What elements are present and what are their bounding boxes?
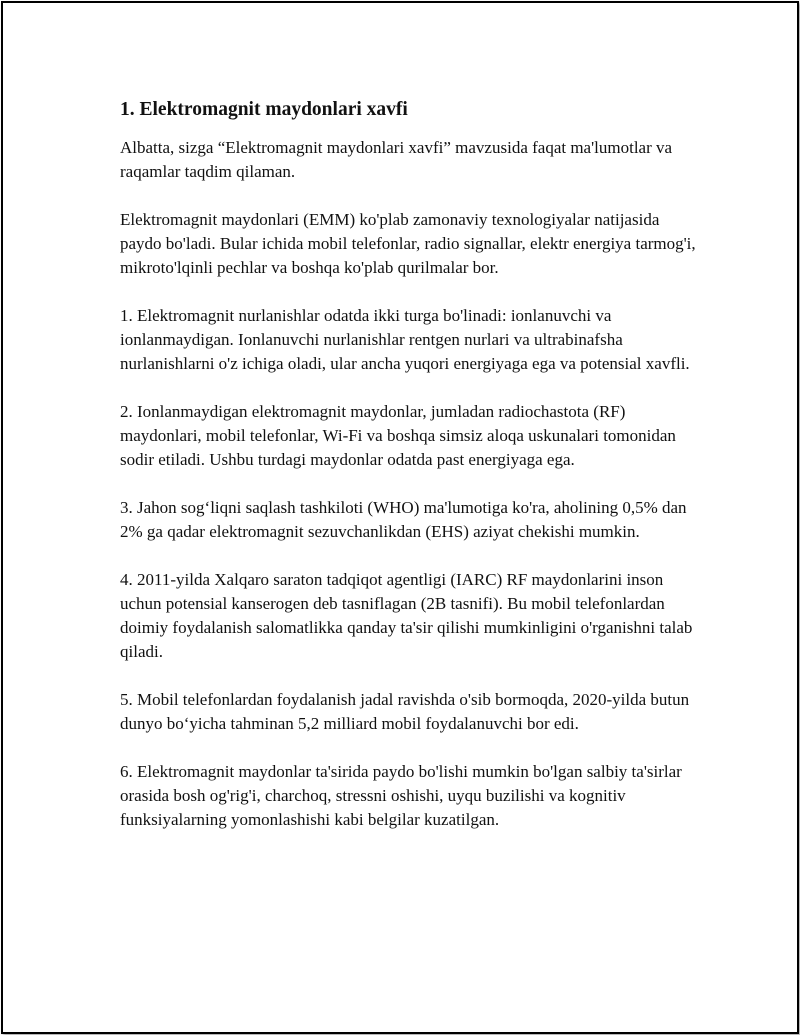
point-3-paragraph: 3. Jahon sog‘liqni saqlash tashkiloti (WHO) ma'lumotiga ko'ra, aholining 0,5% dan 2% ga qadar elektromagnit sezuvchanlikdan (EHS) aziyat chekishi mumkin. (120, 498, 687, 541)
intro-paragraph: Albatta, sizga “Elektromagnit maydonlari xavfi” mavzusida faqat ma'lumotlar va raqamlar taqdim qilaman. (120, 138, 673, 181)
point-1-paragraph: 1. Elektromagnit nurlanishlar odatda ikki turga bo'linadi: ionlanuvchi va ionlanmaydigan. Ionlanuvchi nurlanishlar rentgen nurlari va ultrabinafsha nurlanishlarni o'z ichiga oladi, ular ancha yuqori energiyaga ega va potensial xavfli. (120, 306, 690, 373)
page-frame (1, 1, 799, 1034)
point-5-paragraph: 5. Mobil telefonlardan foydalanish jadal ravishda o'sib bormoqda, 2020-yilda butun dunyo bo‘yicha tahminan 5,2 milliard mobil foydalanuvchi bor edi. (120, 690, 690, 733)
point-6-paragraph: 6. Elektromagnit maydonlar ta'sirida paydo bo'lishi mumkin bo'lgan salbiy ta'sirlar orasida bosh og'rig'i, charchoq, stressni oshishi, uyqu buzilishi va kognitiv funksiyalarning yomonlashishi kabi belgilar kuzatilgan. (120, 762, 682, 829)
point-4-paragraph: 4. 2011-yilda Xalqaro saraton tadqiqot agentligi (IARC) RF maydonlarini inson uchun potensial kanserogen deb tasniflagan (2B tasnifi). Bu mobil telefonlardan doimiy foydalanish salomatlikka qanday ta'sir qilishi mumkinligini o'rganishni talab qiladi. (120, 570, 693, 661)
document-heading: 1. Elektromagnit maydonlari xavfi (120, 99, 408, 120)
emm-overview-paragraph: Elektromagnit maydonlari (EMM) ko'plab zamonaviy texnologiyalar natijasida paydo bo'ladi. Bular ichida mobil telefonlar, radio signallar, elektr energiya tarmog'i, mikroto'lqinli pechlar va boshqa ko'plab qurilmalar bor. (120, 210, 696, 277)
document-body (120, 98, 700, 856)
point-2-paragraph: 2. Ionlanmaydigan elektromagnit maydonlar, jumladan radiochastota (RF) maydonlari, mobil telefonlar, Wi-Fi va boshqa simsiz aloqa uskunalari tomonidan sodir etiladi. Ushbu turdagi maydonlar odatda past energiyaga ega. (120, 402, 676, 469)
